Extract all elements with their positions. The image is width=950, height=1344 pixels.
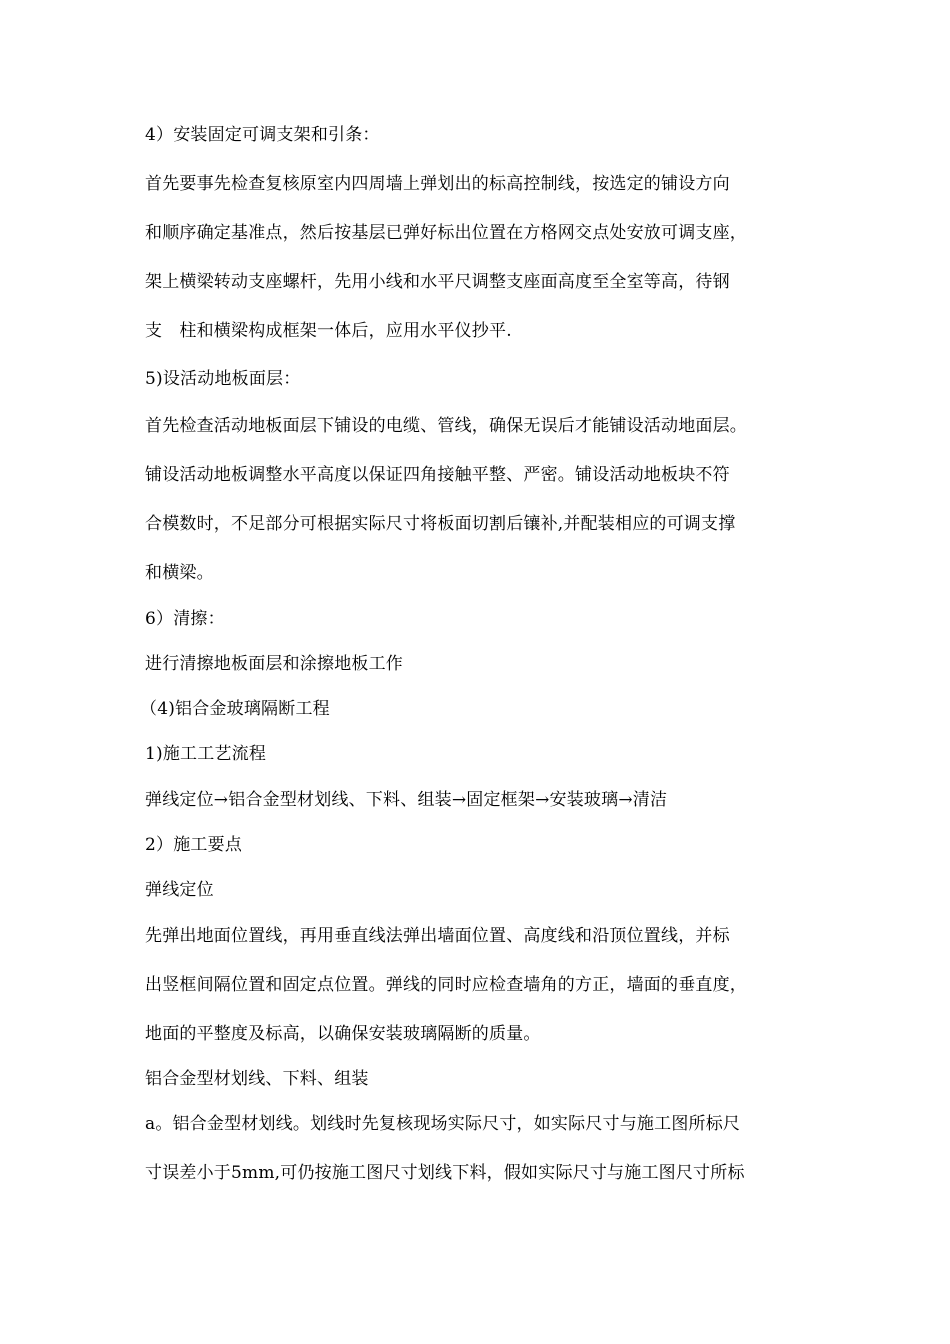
heading-install-bracket: 4）安装固定可调支架和引条： — [145, 125, 380, 145]
paragraph-line: 进行清擦地板面层和涂擦地板工作 — [145, 654, 403, 674]
heading-glass-partition: （4)铝合金玻璃隔断工程 — [140, 699, 330, 719]
heading-cleaning: 6）清擦： — [145, 609, 225, 629]
heading-process-flow: 1)施工工艺流程 — [145, 744, 267, 764]
paragraph-line: 寸误差小于5mm,可仍按施工图尺寸划线下料，假如实际尺寸与施工图尺寸所标 — [145, 1163, 745, 1183]
paragraph-line: 和顺序确定基准点，然后按基层已弹好标出位置在方格网交点处安放可调支座， — [145, 223, 747, 243]
paragraph-line: 首先要事先检查复核原室内四周墙上弹划出的标高控制线，按选定的铺设方向 — [145, 174, 730, 194]
paragraph-line: 弹线定位→铝合金型材划线、下料、组装→固定框架→安装玻璃→清洁 — [145, 790, 668, 810]
paragraph-line: 和横梁。 — [145, 563, 214, 583]
paragraph-line: 地面的平整度及标高，以确保安装玻璃隔断的质量。 — [145, 1024, 541, 1044]
paragraph-line: a。铝合金型材划线。划线时先复核现场实际尺寸，如实际尺寸与施工图所标尺 — [145, 1114, 741, 1134]
paragraph-line: 合模数时，不足部分可根据实际尺寸将板面切割后镶补,并配装相应的可调支撑 — [145, 514, 736, 534]
paragraph-line: 先弹出地面位置线，再用垂直线法弹出墙面位置、高度线和沿顶位置线，并标 — [145, 926, 730, 946]
paragraph-line: 架上横梁转动支座螺杆，先用小线和水平尺调整支座面高度至全室等高，待钢 — [145, 272, 730, 292]
paragraph-line: 首先检查活动地板面层下铺设的电缆、管线，确保无误后才能铺设活动地面层。 — [145, 416, 747, 436]
heading-key-points: 2）施工要点 — [145, 835, 243, 855]
subheading-line-positioning: 弹线定位 — [145, 880, 214, 900]
paragraph-line: 支 柱和横梁构成框架一体后，应用水平仪抄平. — [145, 321, 512, 341]
paragraph-line: 出竖框间隔位置和固定点位置。弹线的同时应检查墙角的方正，墙面的垂直度， — [145, 975, 747, 995]
paragraph-line: 铺设活动地板调整水平高度以保证四角接触平整、严密。铺设活动地板块不符 — [145, 465, 730, 485]
subheading-profile-cutting: 铝合金型材划线、下料、组装 — [145, 1069, 369, 1089]
heading-floor-surface: 5)设活动地板面层： — [145, 369, 301, 389]
